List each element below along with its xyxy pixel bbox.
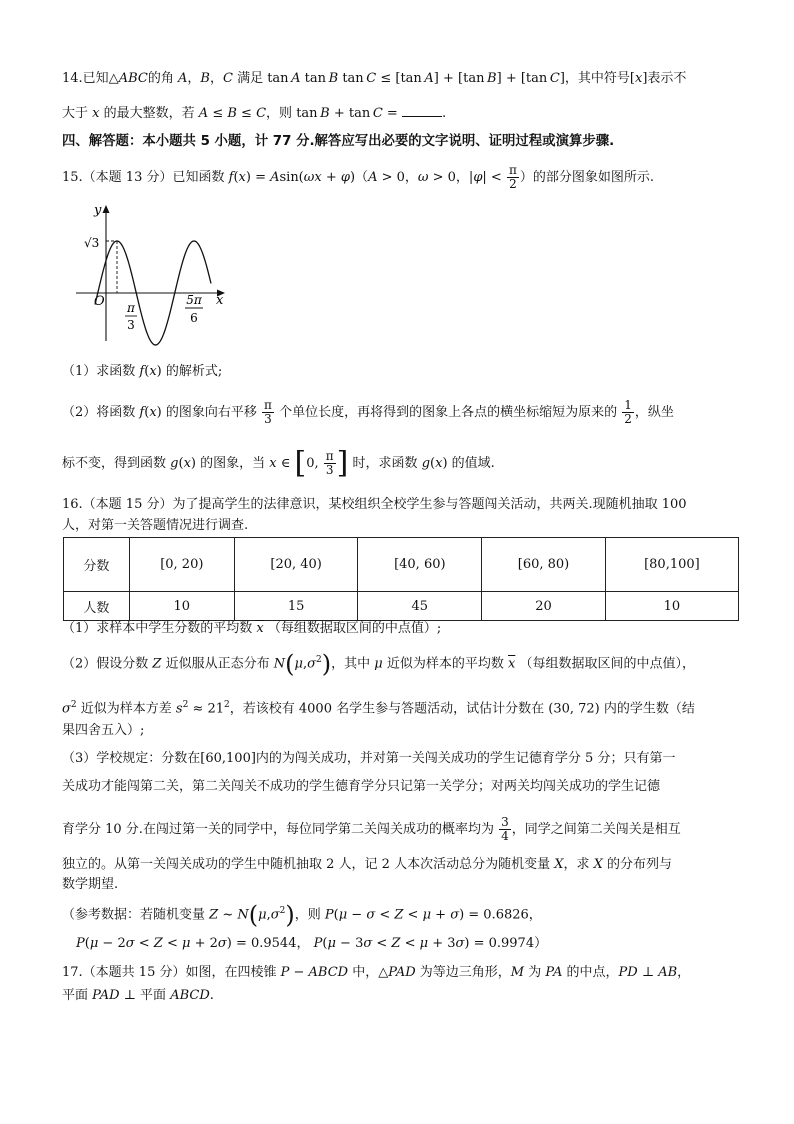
q16-reference: （参考数据：若随机变量 Z ~ $N(\mu,\sigma^2)$，则 P(μ − σ < Z < μ + σ) = 0.6826， xyxy=(62,900,542,929)
q16-part3-line3: 育学分 10 分.在闯过第一关的同学中，每位同学第二关闯关成功的概率均为 $\frac{3}{4}$ ，同学之间第二关闯关是相互 xyxy=(62,815,681,843)
q16-part3-line2: 关成功才能闯第二关，第二关闯关不成功的学生德育学分只记第一关学分；对两关均闯关成功的学生记德 xyxy=(62,779,661,794)
table-row xyxy=(64,592,739,621)
q16-intro-2: 人，对第一关答题情况进行调查. xyxy=(62,518,249,533)
table-cell: 45 xyxy=(358,592,482,621)
x-axis-label: x xyxy=(216,293,224,308)
table-cell: [20, 40) xyxy=(234,538,358,592)
answer-blank xyxy=(402,104,442,117)
tick-5pi-6-num: 5π xyxy=(186,293,202,307)
table-cell: [80,100] xyxy=(605,538,738,592)
q16-part2-cont: $\sigma^2$ 近似为样本方差 $s^2 \approx 21^2$，若该校有 4000 名学生参与答题活动，试估计分数在 (30, 72) 内的学生数（结 xyxy=(62,700,695,717)
q16-intro-1: 16.（本题 15 分）为了提高学生的法律意识，某校组织全校学生参与答题闯关活动，共两关.现随机抽取 100 xyxy=(62,497,687,512)
q16-reference-2: P(μ − 2σ < Z < μ + 2σ) = 0.9544， P(μ − 3σ < Z < μ + 3σ) = 0.9974） xyxy=(76,936,548,951)
q15-part1: （1）求函数 f(x) 的解析式; xyxy=(62,364,223,379)
q16-part3-line5: 数学期望. xyxy=(62,877,119,892)
q14-line1: 14.已知△ABC的角 A，B，C 满足 tan A tan B tan C ≤ [tan A] + [tan B] + [tan C]，其中符号[x]表示不 xyxy=(62,71,687,86)
sine-graph xyxy=(70,198,235,346)
table-header-score: 分数 xyxy=(64,538,130,592)
q16-part2-end: 果四舍五入）; xyxy=(62,723,145,738)
q14-line2: 大于 x 的最大整数，若 A ≤ B ≤ C，则 tan B + tan C = . xyxy=(62,106,447,121)
q16-part2: （2）假设分数 Z 近似服从正态分布 $N(\mu,\sigma^2)$，其中 μ 近似为样本的平均数 $\overline{x}$ （每组数据取区间的中点值）， xyxy=(62,649,695,678)
q17-line2: 平面 PAD ⊥ 平面 ABCD. xyxy=(62,988,214,1003)
section-heading: 四、解答题：本小题共 5 小题，计 77 分.解答应写出必要的文字说明、证明过程或演算步骤. xyxy=(62,134,615,149)
table-cell: 15 xyxy=(234,592,358,621)
table-cell: 10 xyxy=(129,592,234,621)
table-cell: [0, 20) xyxy=(129,538,234,592)
y-axis-label: y xyxy=(94,203,102,218)
score-table xyxy=(63,537,739,621)
tick-pi-3-num: π xyxy=(127,301,135,315)
table-cell: [40, 60) xyxy=(358,538,482,592)
origin-label: O xyxy=(94,294,105,309)
q16-part3: （3）学校规定：分数在[60,100]内的为闯关成功，并对第一关闯关成功的学生记德育学分 5 分；只有第一 xyxy=(62,751,676,766)
tick-5pi-6-den: 6 xyxy=(190,311,198,325)
y-axis-arrow xyxy=(103,205,110,213)
q15-part2-cont: 标不变，得到函数 g(x) 的图象，当 x ∈ [0, $\frac{\pi}{3}$ ] 时，求函数 g(x) 的值域. xyxy=(62,445,495,481)
q16-part1: （1）求样本中学生分数的平均数 $\overline{x}$ （每组数据取区间的中点值）; xyxy=(62,621,442,636)
q16-part3-line4: 独立的。从第一关闯关成功的学生中随机抽取 2 人，记 2 人本次活动总分为随机变量 X，求 X 的分布列与 xyxy=(62,857,673,872)
table-cell: 20 xyxy=(482,592,606,621)
table-cell: 10 xyxy=(605,592,738,621)
table-header-count: 人数 xyxy=(64,592,130,621)
table-row xyxy=(64,538,739,592)
q15-part2: （2）将函数 f(x) 的图象向右平移 $\frac{\pi}{3}$ 个单位长度，再将得到的图象上各点的横坐标缩短为原来的 $\frac{1}{2}$ ，纵坐 xyxy=(62,398,674,426)
tick-pi-3-den: 3 xyxy=(127,318,135,332)
q15-intro: 15.（本题 13 分）已知函数 f(x) = Asin(ωx + φ)（A > 0，ω > 0，|φ| < $\frac{\pi}{2}$ ）的部分图象如图所示. xyxy=(62,163,655,191)
q17-line1: 17.（本题共 15 分）如图，在四棱锥 P − ABCD 中，△PAD 为等边三角形，M 为 PA 的中点，PD ⊥ AB， xyxy=(62,965,691,980)
table-cell: [60, 80) xyxy=(482,538,606,592)
amplitude-label: √3 xyxy=(84,236,100,250)
